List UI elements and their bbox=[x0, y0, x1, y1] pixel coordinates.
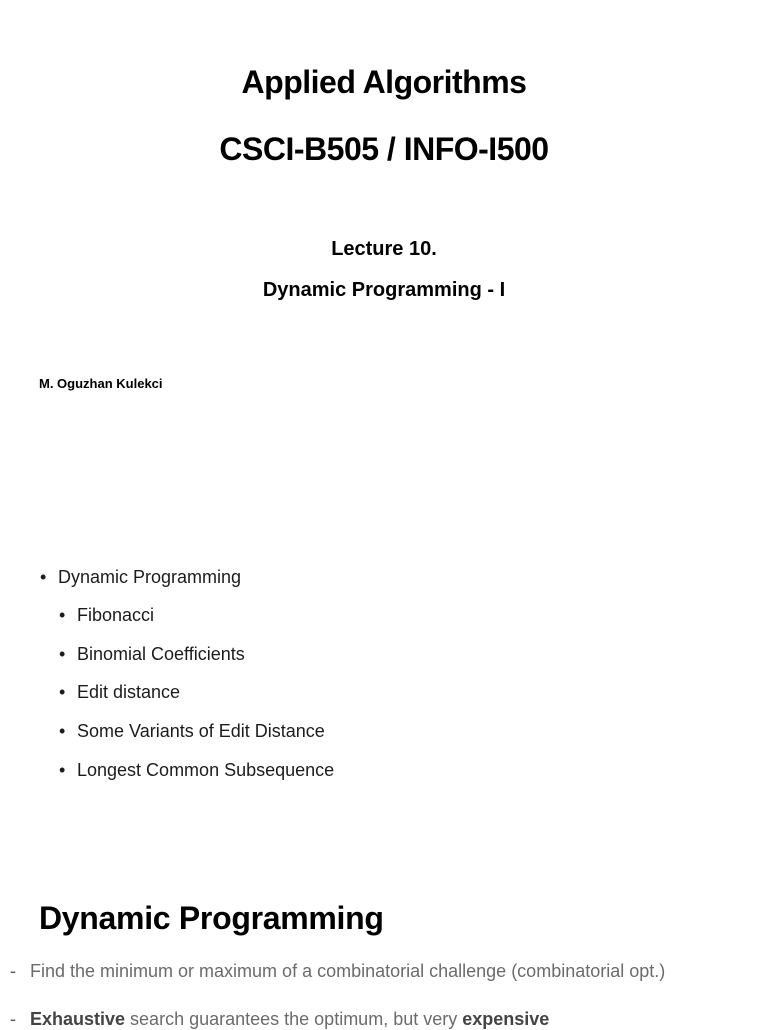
outline-item-label: Dynamic Programming bbox=[58, 567, 242, 587]
bullet-icon: • bbox=[59, 644, 66, 664]
outline-item-label: Fibonacci bbox=[77, 605, 155, 625]
course-title: Applied Algorithms bbox=[241, 64, 527, 100]
dash-item bbox=[10, 961, 665, 982]
outline-subitem bbox=[59, 760, 334, 781]
course-code: CSCI-B505 / INFO-I500 bbox=[219, 131, 549, 167]
dash-item-text: Find the minimum or maximum of a combinatorial challenge (combinatorial opt.) bbox=[30, 961, 666, 981]
outline-subitem bbox=[59, 721, 325, 742]
outline-subitem bbox=[59, 644, 245, 665]
dash-icon: - bbox=[10, 961, 16, 981]
outline-item-label: Edit distance bbox=[77, 682, 181, 702]
outline-item-label: Binomial Coefficients bbox=[77, 644, 245, 664]
author-name: M. Oguzhan Kulekci bbox=[39, 376, 163, 391]
dash-item bbox=[10, 1009, 549, 1030]
dash-icon: - bbox=[10, 1009, 16, 1029]
lecture-topic: Dynamic Programming - I bbox=[262, 279, 506, 301]
section-title: Dynamic Programming bbox=[39, 900, 384, 936]
outline-item-label: Longest Common Subsequence bbox=[77, 760, 335, 780]
outline-item-label: Some Variants of Edit Distance bbox=[77, 721, 325, 741]
bullet-icon: • bbox=[59, 721, 66, 741]
outline-subitem bbox=[59, 682, 180, 703]
bullet-icon: • bbox=[59, 605, 66, 625]
dash-item-text: search guarantees the optimum, but very bbox=[125, 1009, 463, 1029]
bullet-icon: • bbox=[59, 682, 66, 702]
outline-subitem bbox=[59, 605, 154, 626]
emphasis-text: expensive bbox=[462, 1009, 550, 1029]
emphasis-text: Exhaustive bbox=[30, 1009, 126, 1029]
outline-item bbox=[40, 567, 241, 588]
lecture-number: Lecture 10. bbox=[331, 238, 437, 260]
bullet-icon: • bbox=[40, 567, 47, 587]
bullet-icon: • bbox=[59, 760, 66, 780]
